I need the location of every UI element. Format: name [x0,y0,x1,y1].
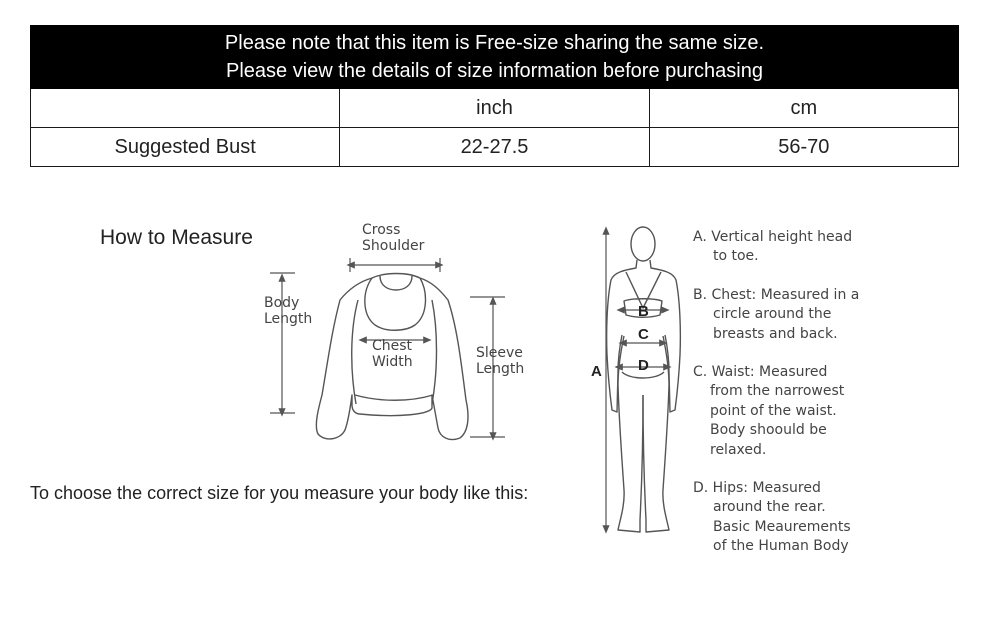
legend-b [693,286,859,344]
legend-c-line-3: point of the waist. [710,402,837,419]
legend-b-line-3: breasts and back. [713,325,838,342]
notice-line-2: Please view the details of size information before purchasing [226,60,763,82]
human-body-illustration [607,227,681,532]
legend-b-line-2: circle around the [713,306,832,323]
legend-a-line-1: A. Vertical height head [693,229,853,245]
figure-letter-b: B [638,303,649,320]
figure-letter-c: C [638,326,649,343]
row-inch-value: 22-27.5 [340,128,649,167]
header-cell-inch: inch [340,89,649,128]
row-label: Suggested Bust [31,128,340,167]
legend-a-line-2: to toe. [713,248,759,265]
row-cm-value: 56-70 [649,128,958,167]
legend-c-line-4: Body shoould be [710,422,827,439]
legend-c-line-2: from the narrowest [710,383,845,400]
legend-c-line-1: C. Waist: Measured [693,364,828,380]
legend-d-line-1: D. Hips: Measured [693,480,821,496]
legend-c-line-5: relaxed. [710,441,767,458]
legend-c [693,363,844,460]
legend-a [693,228,852,267]
legend-d-line-4: of the Human Body [713,538,849,555]
label-sleeve-length: Sleeve Length [476,345,525,377]
legend-d-line-2: around the rear. [713,499,826,516]
label-chest-width: Chest Width [372,338,413,370]
legend-d-line-3: Basic Meaurements [713,518,851,535]
figure-letter-d: D [638,357,649,374]
label-body-length: Body Length [264,295,313,327]
header-cell-cm: cm [649,89,958,128]
legend-d [693,479,851,557]
label-cross-shoulder: Cross Shoulder [362,222,425,254]
notice-line-1: Please note that this item is Free-size sharing the same size. [224,32,765,54]
how-to-measure-title: How to Measure [100,226,253,249]
legend-b-line-1: B. Chest: Measured in a [693,287,860,303]
instruction-text: To choose the correct size for you measure your body like this: [30,483,529,503]
figure-letter-a: A [591,363,602,380]
